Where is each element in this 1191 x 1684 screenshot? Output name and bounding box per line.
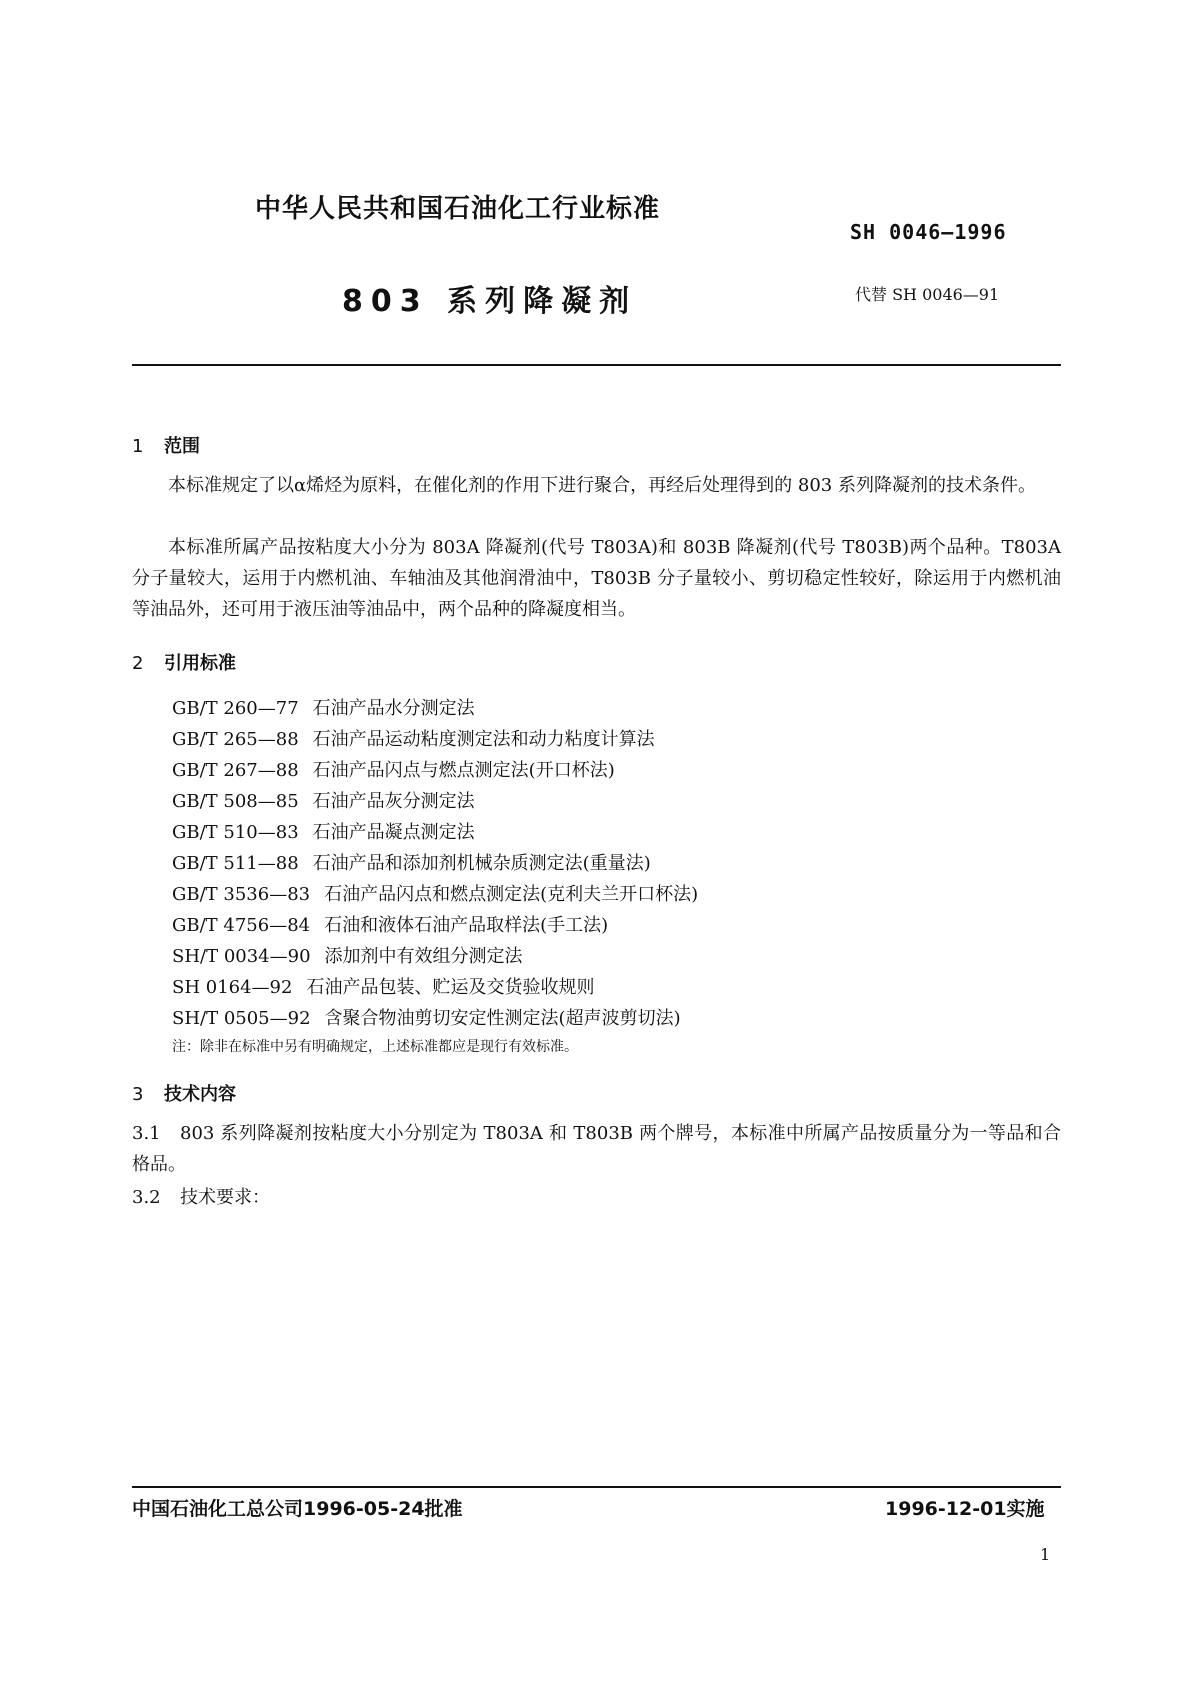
reference-item [172, 1003, 698, 1034]
reference-code: GB/T 4756—84 [172, 915, 311, 936]
reference-item [172, 972, 698, 1003]
document-title: 803 系列降凝剂 [342, 284, 638, 319]
reference-code: GB/T 3536—83 [172, 884, 311, 905]
reference-item [172, 910, 698, 941]
reference-list [172, 693, 698, 1034]
reference-code: SH/T 0505—92 [172, 1008, 311, 1029]
reference-code: GB/T 510—83 [172, 822, 299, 843]
reference-title: 石油产品运动粘度测定法和动力粘度计算法 [312, 729, 655, 750]
section-title: 技术内容 [164, 1084, 236, 1105]
reference-title: 含聚合物油剪切安定性测定法(超声波剪切法) [324, 1008, 681, 1029]
section-3-heading [132, 1080, 236, 1106]
reference-item [172, 786, 698, 817]
section-title: 引用标准 [164, 653, 236, 674]
reference-code: GB/T 267—88 [172, 760, 299, 781]
reference-title: 添加剂中有效组分测定法 [324, 946, 523, 967]
reference-note: 注：除非在标准中另有明确规定，上述标准都应是现行有效标准。 [172, 1039, 578, 1055]
reference-code: GB/T 260—77 [172, 698, 299, 719]
section-number: 2 [132, 653, 144, 674]
reference-code: GB/T 508—85 [172, 791, 299, 812]
section-number: 3 [132, 1084, 144, 1105]
reference-title: 石油产品闪点和燃点测定法(克利夫兰开口杯法) [324, 884, 699, 905]
reference-title: 石油产品和添加剂机械杂质测定法(重量法) [312, 853, 651, 874]
reference-code: GB/T 511—88 [172, 853, 299, 874]
clause-3-2 [132, 1183, 270, 1209]
clause-number: 3.1 [132, 1123, 161, 1144]
effective-date: 1996-12-01实施 [885, 1498, 1045, 1520]
standard-code: SH 0046—1996 [850, 220, 1007, 244]
reference-title: 石油产品凝点测定法 [312, 822, 475, 843]
reference-item [172, 817, 698, 848]
section-1-heading [132, 432, 200, 458]
standard-org-title: 中华人民共和国石油化工行业标准 [255, 194, 661, 224]
reference-code: GB/T 265—88 [172, 729, 299, 750]
clause-3-1 [132, 1118, 1061, 1180]
reference-item [172, 724, 698, 755]
reference-title: 石油产品灰分测定法 [312, 791, 475, 812]
section-title: 范围 [164, 436, 200, 457]
reference-item [172, 848, 698, 879]
reference-item [172, 693, 698, 724]
footer-divider [132, 1486, 1061, 1488]
clause-text: 技术要求： [180, 1187, 270, 1208]
reference-title: 石油产品闪点与燃点测定法(开口杯法) [312, 760, 615, 781]
reference-item [172, 941, 698, 972]
header-divider [132, 364, 1061, 366]
replaces-note: 代替 SH 0046—91 [855, 285, 1000, 304]
reference-code: SH 0164—92 [172, 977, 293, 998]
reference-title: 石油和液体石油产品取样法(手工法) [324, 915, 609, 936]
reference-title: 石油产品包装、贮运及交货验收规则 [306, 977, 595, 998]
reference-item [172, 755, 698, 786]
reference-code: SH/T 0034—90 [172, 946, 311, 967]
section-2-heading [132, 649, 236, 675]
approval-line: 中国石油化工总公司1996-05-24批准 [132, 1498, 463, 1520]
scope-paragraph-1: 本标准规定了以α烯烃为原料，在催化剂的作用下进行聚合，再经后处理得到的 803 系列降凝剂的技术条件。 [168, 475, 1036, 496]
scope-paragraph-2: 本标准所属产品按粘度大小分为 803A 降凝剂(代号 T803A)和 803B 降凝剂(代号 T803B)两个品种。T803A 分子量较大，运用于内燃机油、车轴油及其他润滑油中，T803B 分子量较小、剪切稳定性较好，除运用于内燃机油等油品外，还可用于液压油等油品中，两个品种的降凝度相当。 [132, 537, 1061, 620]
clause-number: 3.2 [132, 1187, 161, 1208]
section-number: 1 [132, 436, 144, 457]
reference-item [172, 879, 698, 910]
clause-text: 803 系列降凝剂按粘度大小分别定为 T803A 和 T803B 两个牌号，本标准中所属产品按质量分为一等品和合格品。 [132, 1123, 1061, 1175]
page-number: 1 [1040, 1545, 1051, 1564]
reference-title: 石油产品水分测定法 [312, 698, 475, 719]
